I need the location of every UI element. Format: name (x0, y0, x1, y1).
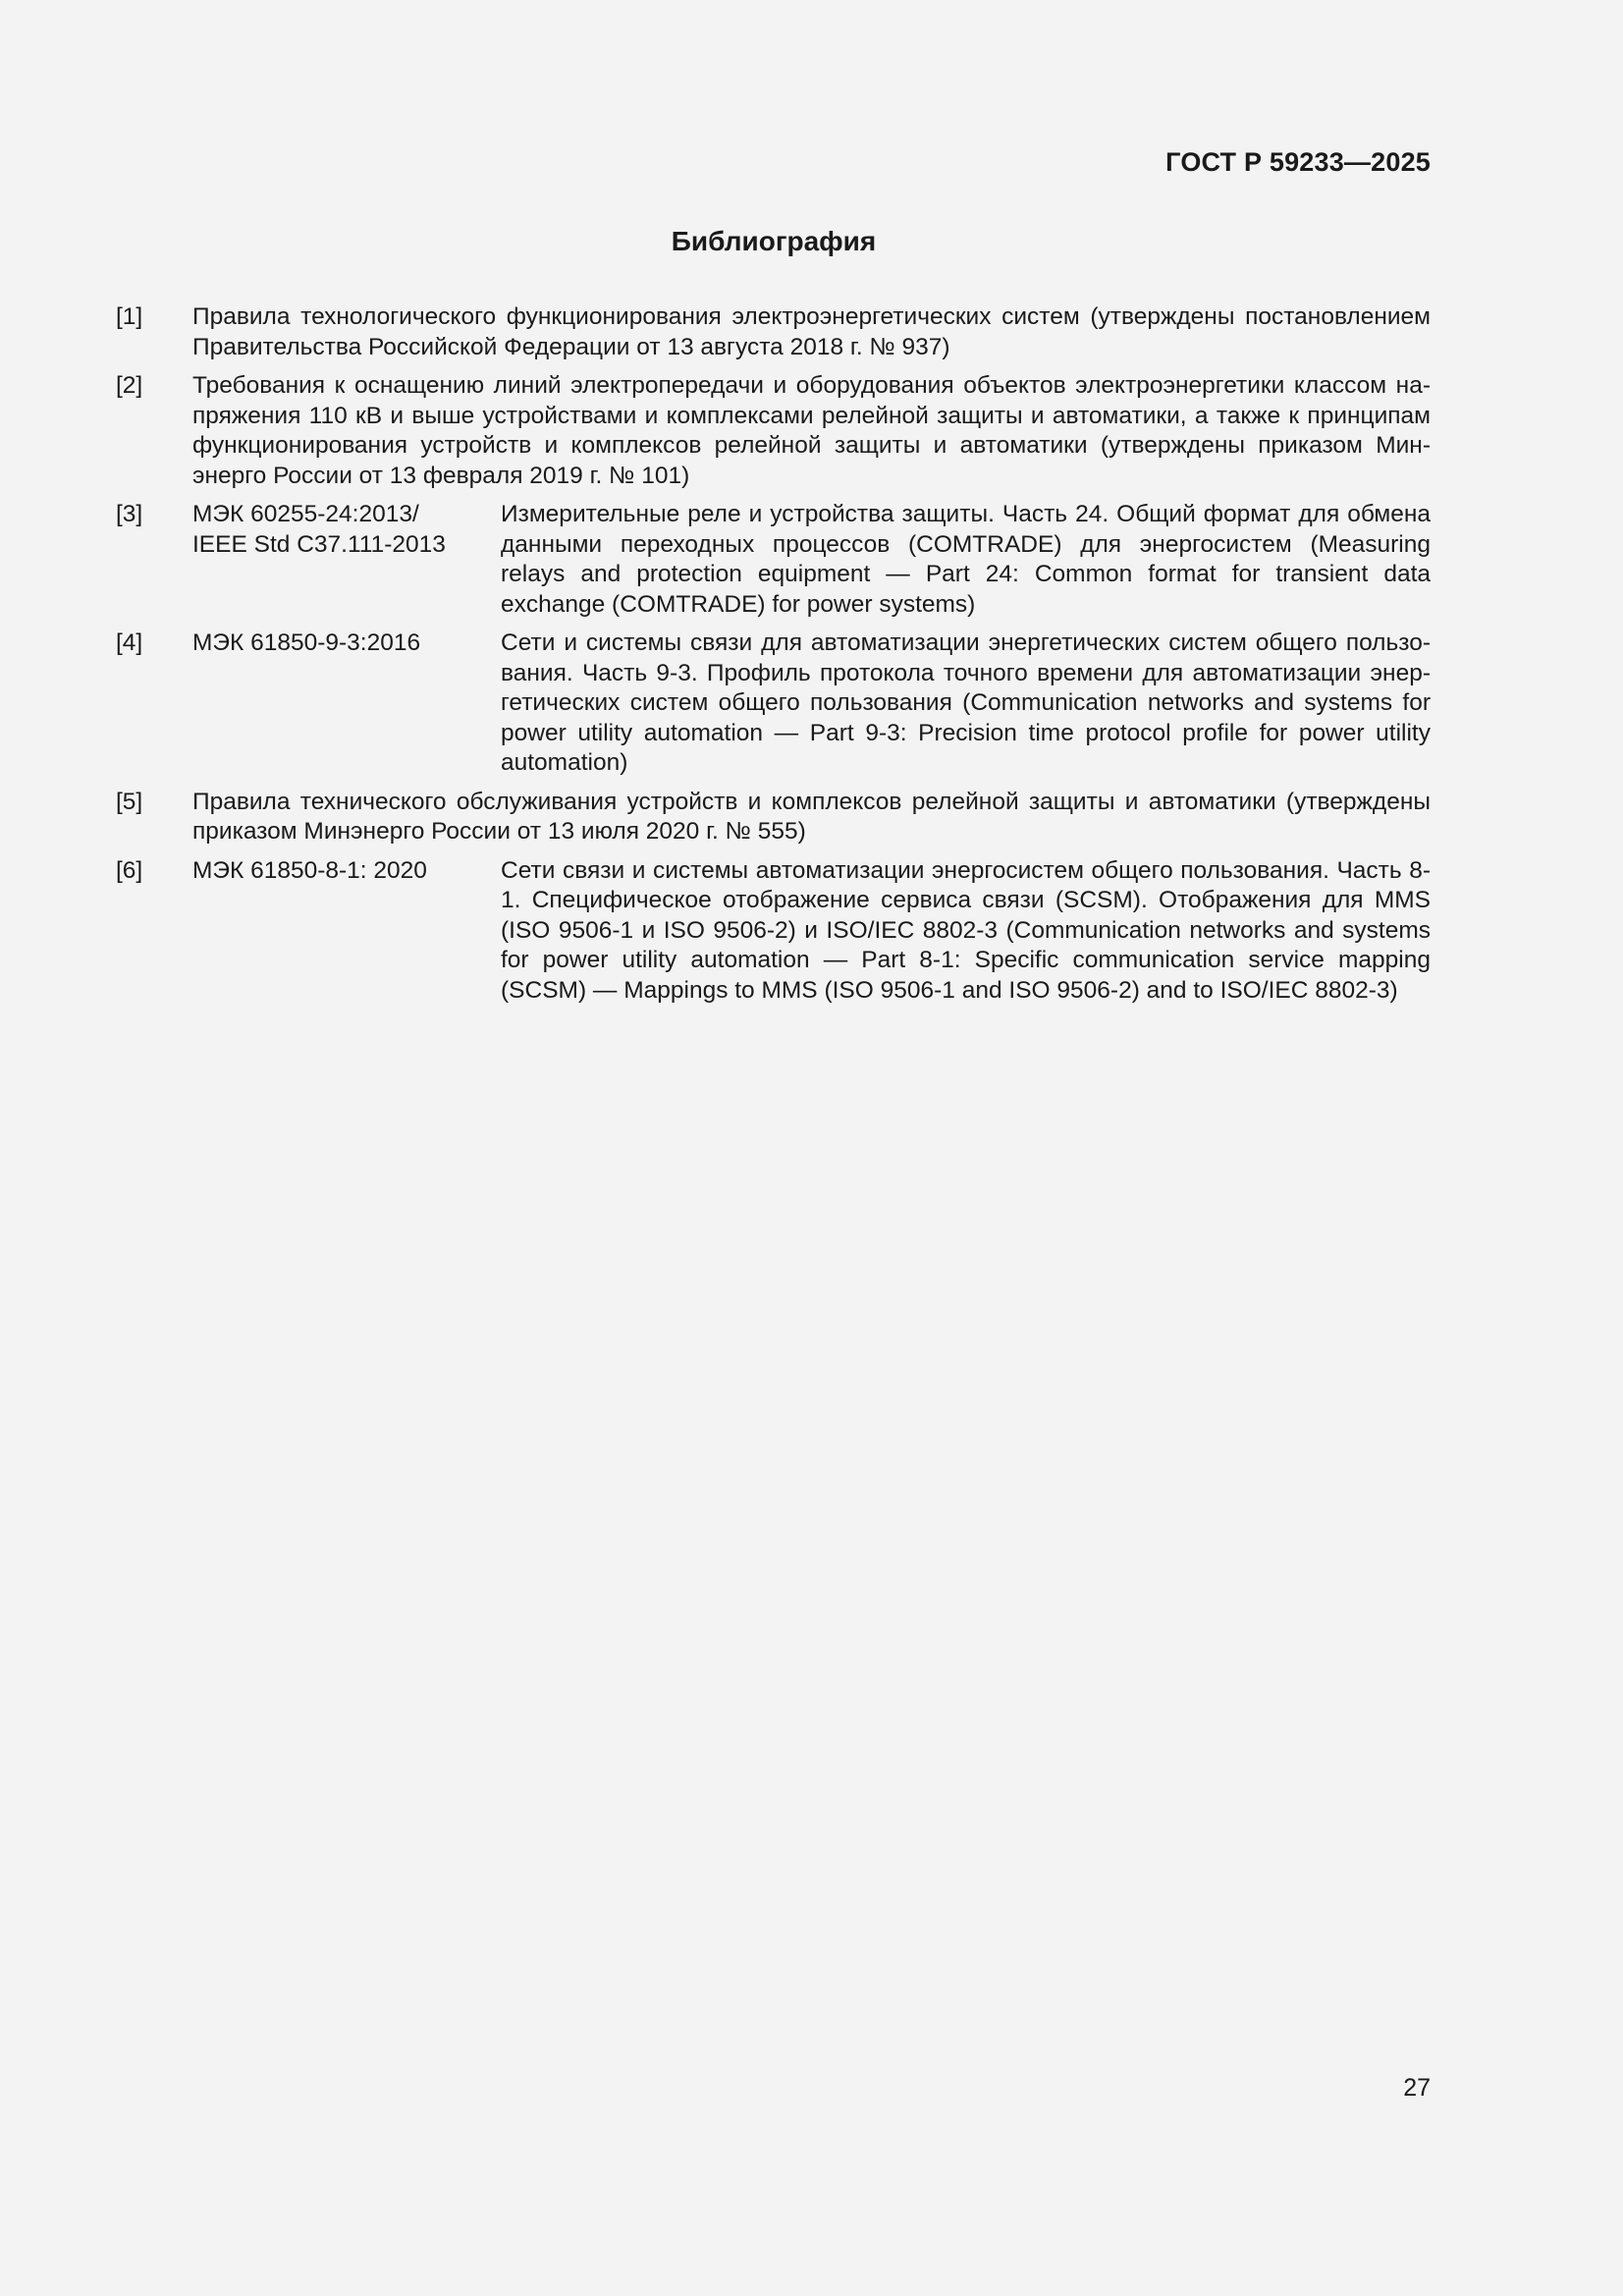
bibliography-entry-6 (116, 856, 1431, 1007)
entry-number: [1] (116, 303, 143, 330)
entry-text: Правила технологического функционирования электроэнергетических систем (утверждены постановлением Правительства Российской Федерации от 13 августа 2018 г. № 937) (192, 303, 1431, 360)
page-title: Библиография (671, 226, 877, 256)
entry-description: Сети и системы связи для автоматизации энергетических систем общего пользования. Часть 9-3. Профиль протокола точного времени для автоматизации энергетических систем общего пользования (Communication networks and systems for power utility automation — Part 9-3: Precision time protocol profile for power utility automation) (501, 629, 1431, 776)
entry-text: Правила технического обслуживания устройств и комплексов релейной защиты и автоматики (утверждены приказом Минэнерго России от 13 июля 2020 г. № 555) (192, 788, 1431, 845)
entry-standard-code: МЭК 61850-9-3:2016 (192, 629, 421, 656)
entry-number: [6] (116, 856, 143, 884)
entry-description: Сети связи и системы автоматизации энергосистем общего пользования. Часть 8-1. Специфическое отображение сервиса связи (SCSM). Отображения для MMS (ISO 9506-1 и ISO 9506-2) и ISO/IEC 8802-3 (Communication networks and systems for power utility automation — Part 8-1: Specific communication service mapping (SCSM) — Mappings to MMS (ISO 9506-1 and ISO 9506-2) and to ISO/IEC 8802-3) (501, 856, 1431, 1004)
page-number: 27 (1403, 2074, 1431, 2102)
bibliography-entry-2 (116, 371, 1431, 491)
entry-description: Измерительные реле и устройства защиты. Часть 24. Общий формат для обмена данными переходных процессов (COMTRADE) для энергосистем (Measuring relays and protection equipment — Part 24: Common format for transient data exchange (COMTRADE) for power systems) (501, 501, 1431, 618)
entry-number: [4] (116, 629, 143, 656)
entry-number: [2] (116, 372, 143, 399)
entry-number: [3] (116, 501, 143, 527)
bibliography-list (116, 302, 1431, 1014)
entry-standard-code: МЭК 61850-8-1: 2020 (192, 856, 427, 884)
entry-standard-code: МЭК 60255-24:2013/ IEEE Std C37.111-2013 (192, 501, 446, 558)
bibliography-entry-3 (116, 500, 1431, 620)
document-number: ГОСТ Р 59233—2025 (1165, 147, 1431, 177)
entry-number: [5] (116, 788, 143, 815)
bibliography-entry-4 (116, 629, 1431, 779)
entry-text: Требования к оснащению линий электропередачи и оборудования объектов электроэнергетики классом напряжения 110 кВ и выше устройствами и комплексами релейной защиты и автоматики, а также к принципам функционирования устройств и комплексов релейной защиты и автоматики (утверждены приказом Минэнерго России от 13 февраля 2019 г. № 101) (192, 372, 1431, 489)
bibliography-entry-5 (116, 788, 1431, 847)
bibliography-entry-1 (116, 302, 1431, 362)
